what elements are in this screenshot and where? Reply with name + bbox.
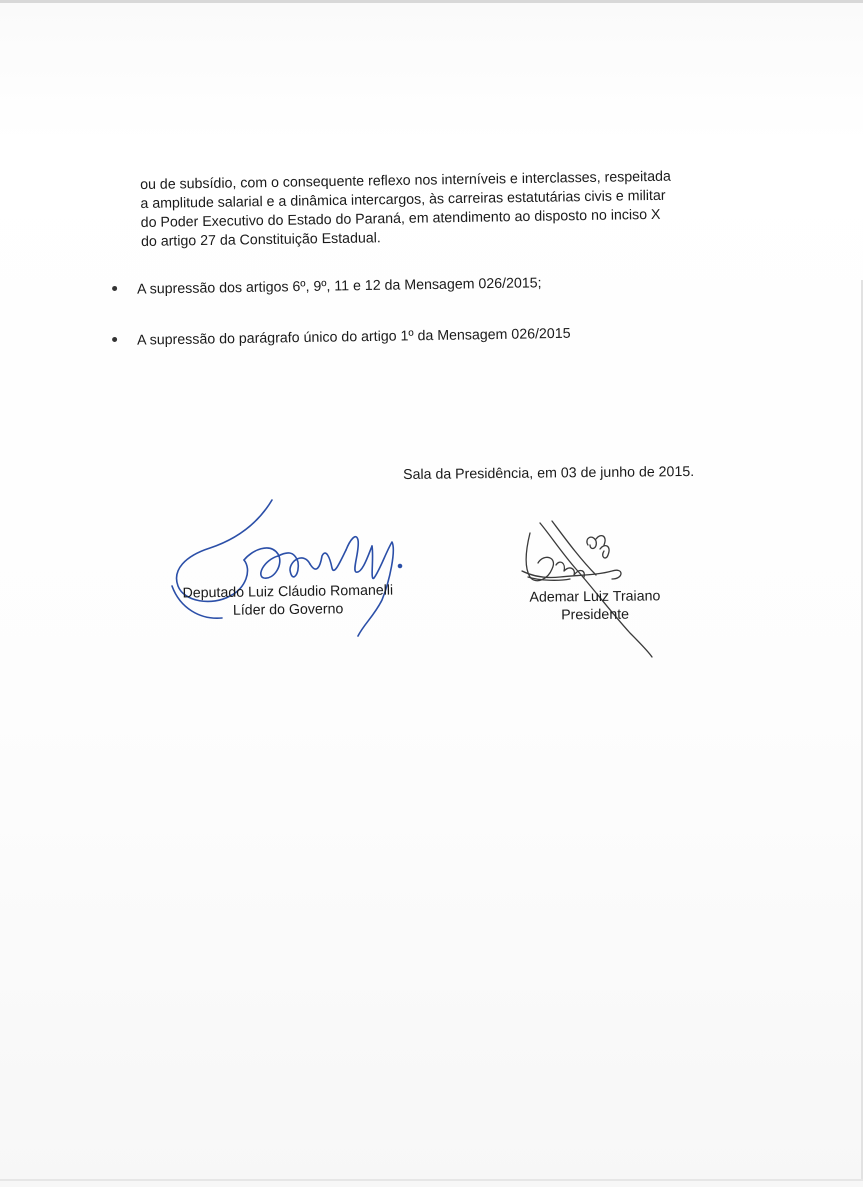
- signatory-right: [510, 587, 680, 625]
- signatory-name: Deputado Luiz Cláudio Romanelli: [182, 582, 394, 602]
- place-date: Sala da Presidência, em 03 de junho de 2015.: [403, 463, 695, 483]
- body-paragraph: [140, 167, 731, 252]
- signatory-role: Líder do Governo: [232, 601, 344, 619]
- bullet-item: [112, 326, 571, 349]
- signatory-left: [168, 581, 408, 620]
- bullet-dot-icon: [112, 337, 117, 342]
- bullet-item: [112, 275, 542, 298]
- bullet-text: A supressão do parágrafo único do artigo 1º da Mensagem 026/2015: [136, 325, 571, 349]
- paragraph-line: do Poder Executivo do Estado do Paraná, em atendimento ao disposto no inciso X: [140, 206, 661, 231]
- paragraph-line: a amplitude salarial e a dinâmica intercargos, às carreiras estatutárias civis e militar: [140, 187, 666, 212]
- scan-edge-bottom: [0, 1179, 863, 1181]
- bullet-text: A supressão dos artigos 6º, 9º, 11 e 12 da Mensagem 026/2015;: [136, 275, 542, 298]
- signatory-role: Presidente: [561, 606, 630, 624]
- scan-edge-top: [0, 0, 863, 3]
- bullet-dot-icon: [112, 286, 117, 291]
- paragraph-line: do artigo 27 da Constituição Estadual.: [140, 230, 381, 250]
- signatory-name: Ademar Luiz Traiano: [529, 588, 661, 606]
- paragraph-line: ou de subsídio, com o consequente reflexo nos interníveis e interclasses, respeitada: [140, 168, 671, 193]
